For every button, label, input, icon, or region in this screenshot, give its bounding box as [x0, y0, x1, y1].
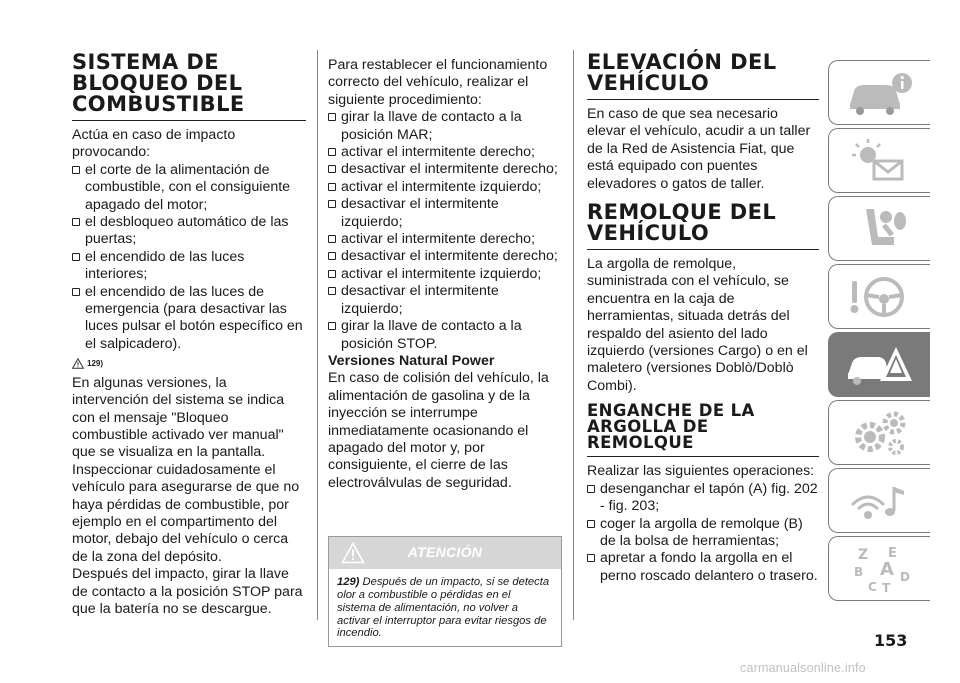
bullet-item: apretar a fondo la argolla en el perno roscado delantero o trasero. — [587, 550, 819, 585]
paragraph: En caso de que sea necesario elevar el vehículo, acudir a un taller de la Red de Asistencia Fiat, que está equipado con puentes elevadores o gatos de taller. — [587, 106, 811, 192]
step-item: desactivar el intermitente izquierdo; — [328, 283, 562, 318]
warning-triangle-icon — [341, 542, 365, 564]
tab-car-info[interactable] — [828, 60, 930, 125]
step-item: activar el intermitente derecho; — [328, 231, 562, 248]
callout-text: Después de un impacto, si se detecta olor a combustible o pérdidas en el sistema de alimentación, no volver a activar el interruptor para evitar riesgos de incendio. — [337, 576, 550, 640]
watermark: carmanualsonline.info — [740, 661, 866, 675]
tab-driving[interactable] — [828, 264, 930, 329]
step-item: desactivar el intermitente derecho; — [328, 161, 562, 178]
step-item: activar el intermitente izquierdo; — [328, 266, 562, 283]
bullet-item: coger la argolla de remolque (B) de la bolsa de herramientas; — [587, 516, 819, 551]
index-letter: E — [887, 545, 897, 561]
index-letter: T — [881, 580, 890, 595]
gears-maintenance-icon — [844, 407, 916, 459]
tab-safety[interactable] — [828, 196, 930, 261]
column-divider — [317, 50, 318, 620]
paragraph: Después del impacto, girar la llave de contacto a la posición STOP para que la batería no se descargue. — [72, 566, 303, 617]
column-2 — [328, 57, 562, 647]
paragraph: En algunas versiones, la intervención del sistema se indica con el mensaje "Bloqueo combustible activado ver manual" que se visualiza en la pantalla. Inspeccionar cuidadosamente el vehículo para asegurarse de que no haya pérdidas de combustible, por ejemplo en el compartimento del motor, debajo del vehículo o cerca de la zona del depósito. — [72, 374, 300, 565]
index-letter: A — [879, 558, 894, 580]
step-item: desactivar el intermitente derecho; — [328, 248, 562, 265]
section-heading-lifting: ELEVACIÓN DEL VEHÍCULO — [587, 52, 819, 100]
section-heading-fuel-cutoff: SISTEMA DE BLOQUEO DEL COMBUSTIBLE — [72, 52, 306, 121]
warning-reference — [72, 355, 306, 372]
chapter-tabs — [828, 60, 930, 604]
car-emergency-icon — [844, 339, 916, 391]
intro-text: Para restablecer el funcionamiento correcto del vehículo, realizar el siguiente procedimiento: — [328, 57, 548, 108]
alphabet-index-icon — [844, 543, 916, 595]
step-item: desactivar el intermitente izquierdo; — [328, 196, 562, 231]
warning-callout — [328, 536, 562, 647]
reference-number: 129) — [87, 359, 104, 369]
step-item: activar el intermitente izquierdo; — [328, 179, 562, 196]
callout-body — [329, 569, 561, 646]
tab-emergency[interactable] — [828, 332, 930, 397]
section-heading-towing: REMOLQUE DEL VEHÍCULO — [587, 202, 819, 250]
index-letter: Z — [857, 546, 868, 563]
callout-header — [329, 537, 561, 569]
tab-warning-lights[interactable] — [828, 128, 930, 193]
subheading-natural-power: Versiones Natural Power — [328, 352, 495, 369]
index-letter: D — [899, 569, 910, 584]
column-1 — [72, 52, 306, 618]
bullet-item: el corte de la alimentación de combustible, con el consiguiente apagado del motor; — [72, 162, 306, 214]
callout-reference: 129) — [337, 576, 360, 589]
index-letter: C — [867, 579, 877, 594]
bullet-item: desenganchar el tapón (A) fig. 202 - fig. 203; — [587, 481, 819, 516]
intro-text: Realizar las siguientes operaciones: — [587, 463, 815, 480]
index-letter: B — [853, 564, 863, 579]
multimedia-icon — [844, 475, 916, 527]
warning-lights-icon — [844, 135, 916, 187]
step-item: girar la llave de contacto a la posición MAR; — [328, 109, 562, 144]
callout-title: ATENCIÓN — [407, 544, 483, 561]
intro-text: Actúa en caso de impacto provocando: — [72, 127, 236, 161]
tab-multimedia[interactable] — [828, 468, 930, 533]
airbag-seat-icon — [844, 203, 916, 255]
tab-index[interactable] — [828, 536, 930, 601]
bullet-item: el desbloqueo automático de las puertas; — [72, 214, 306, 249]
step-item: activar el intermitente derecho; — [328, 144, 562, 161]
paragraph: La argolla de remolque, suministrada con el vehículo, se encuentra en la caja de herramientas, situada detrás del respaldo del asiento del lado izquierdo (versiones Cargo) o en el maletero (versiones Doblò/Doblò Combi). — [587, 256, 808, 394]
paragraph: En caso de colisión del vehículo, la alimentación de gasolina y de la inyección se interrumpe inmediatamente ocasionando el apagado del motor y, por consiguiente, el cierre de las electroválvulas de seguridad. — [328, 370, 549, 491]
warning-triangle-icon — [72, 358, 84, 369]
steering-wheel-icon — [844, 271, 916, 323]
step-item: girar la llave de contacto a la posición STOP. — [328, 318, 562, 353]
column-3 — [587, 52, 819, 585]
bullet-item: el encendido de las luces interiores; — [72, 249, 306, 284]
bullet-item: el encendido de las luces de emergencia (para desactivar las luces pulsar el botón específico en el salpicadero). — [72, 284, 306, 354]
car-info-icon — [844, 67, 916, 119]
column-divider — [573, 50, 574, 620]
tab-maintenance[interactable] — [828, 400, 930, 465]
page-number: 153 — [874, 631, 908, 650]
section-heading-tow-ring: ENGANCHE DE LA ARGOLLA DE REMOLQUE — [587, 403, 819, 457]
